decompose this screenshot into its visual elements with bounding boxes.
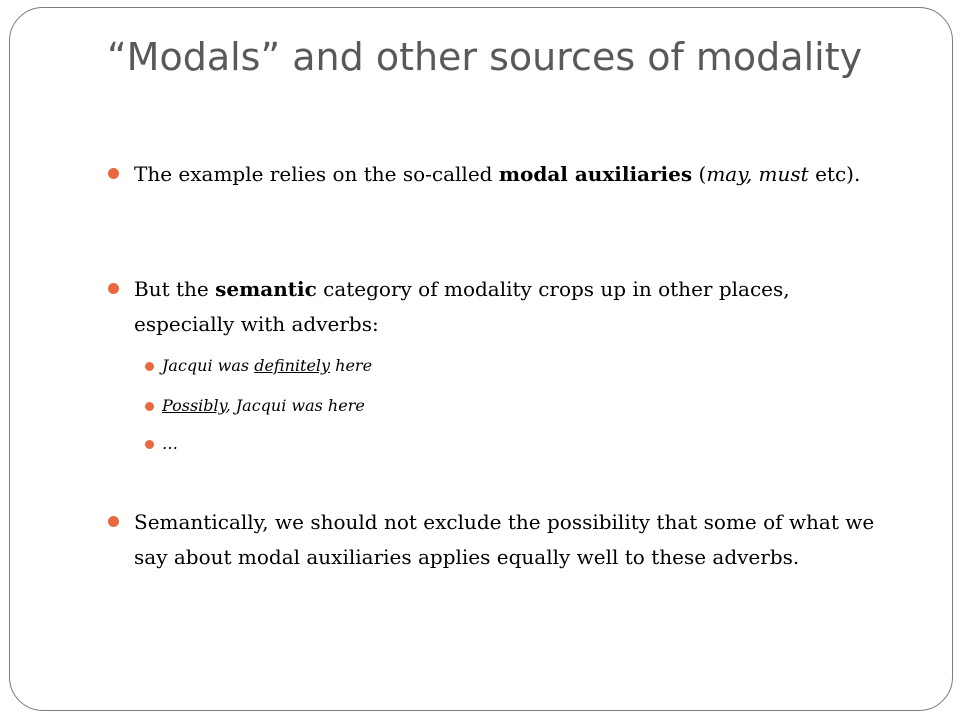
bullet-1-paren: ( bbox=[692, 162, 707, 186]
sub-bullet-dot-icon bbox=[145, 402, 154, 411]
bullet-2-bold: semantic bbox=[215, 277, 317, 301]
bullet-1 bbox=[134, 157, 894, 192]
sub-bullet-dot-icon bbox=[145, 362, 154, 371]
bullet-dot-icon bbox=[108, 283, 119, 294]
sub-bullet-dot-icon bbox=[145, 440, 154, 449]
bullet-dot-icon bbox=[108, 516, 119, 527]
slide-title: “Modals” and other sources of modality bbox=[107, 35, 863, 79]
sub-bullet-1 bbox=[162, 354, 862, 378]
sub-bullet-2-end: , Jacqui was here bbox=[225, 396, 365, 415]
bullet-3-text: Semantically, we should not exclude the possibility that some of what we say about modal auxiliaries applies equally well to these adverbs. bbox=[134, 510, 875, 569]
bullet-1-text: The example relies on the so-called bbox=[134, 162, 499, 186]
bullet-dot-icon bbox=[108, 168, 119, 179]
sub-bullet-3-text: … bbox=[162, 434, 178, 453]
bullet-2-end: category of modality crops up in other places, especially with adverbs: bbox=[134, 277, 790, 336]
sub-bullet-1-text: Jacqui was bbox=[162, 356, 255, 375]
bullet-1-bold: modal auxiliaries bbox=[498, 162, 693, 186]
sub-bullet-1-underlined: definitely bbox=[254, 356, 331, 375]
sub-bullet-3 bbox=[162, 432, 862, 456]
sub-bullet-2-underlined: Possibly bbox=[162, 396, 226, 415]
sub-bullet-1-end: here bbox=[330, 356, 373, 375]
bullet-2 bbox=[134, 272, 894, 342]
sub-bullet-2 bbox=[162, 394, 862, 418]
bullet-3 bbox=[134, 505, 894, 575]
bullet-1-end: etc). bbox=[808, 162, 861, 186]
bullet-1-italic: may, must bbox=[706, 162, 809, 186]
bullet-2-text: But the bbox=[134, 277, 216, 301]
